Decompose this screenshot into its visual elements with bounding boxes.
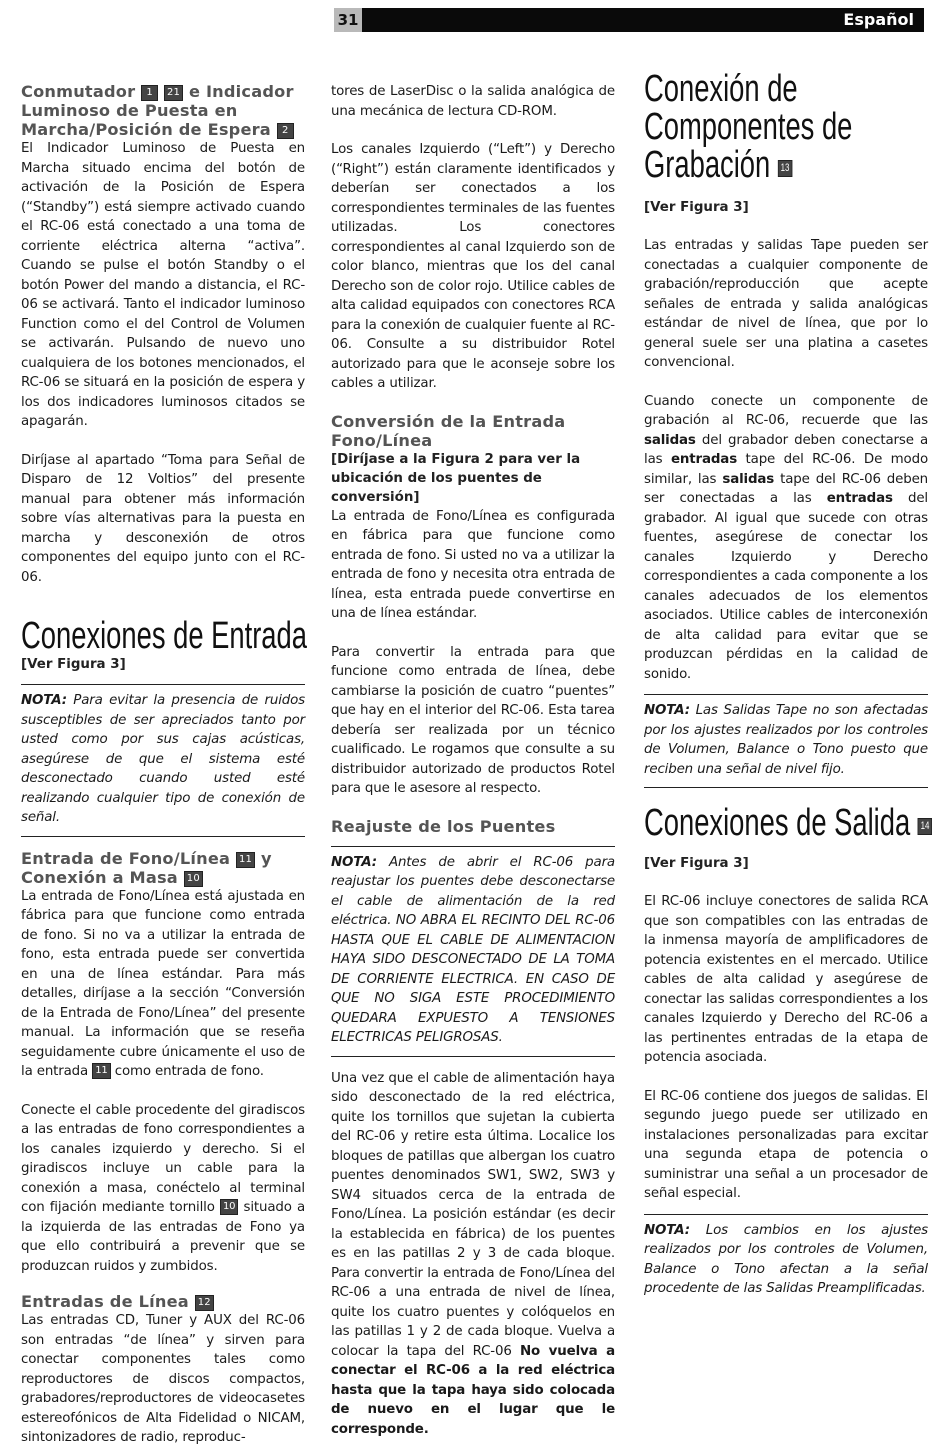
note-label: NOTA:	[331, 854, 377, 870]
paragraph: Para convertir la entrada para que funcione como entrada de línea, debe cambiarse la posición de cuatro “puentes” que hay en el interior del RC-06. Esta tarea debería ser realizada por un técnico cualificado. Le rogamos que consulte a su distribuidor autorizado de productos Rotel para que le asesore al respecto.	[331, 644, 615, 796]
warning-text: No vuelva a conectar el RC-06 a la red eléctrica hasta que la tapa haya sido colocada de nuevo en el lugar que le corresponde.	[331, 1343, 615, 1437]
paragraph: Cuando conecte un componente de grabación al RC-06, recuerde que las salidas del grabador deben conectarse a las entradas tape del RC-06. De modo similar, las salidas tape del RC-06 deben ser conectadas a las entradas del grabador. Al igual que sucede con otras fuentes, asegúrese de conectar los canales Izquierdo y Derecho correspondientes a cada componente a los canales adecuados de los elementos asociados. Utilice cables de interconexión de alta calidad para evitar que se produzcan pérdidas en la calidad de sonido.	[644, 393, 929, 682]
callout-badge: 12	[195, 1295, 214, 1311]
note-box: NOTA: Para evitar la presencia de ruidos susceptibles de ser apreciados tanto por usted como por sus cajas acústicas, asegúrese de que el sistema esté desconectado cuando usted esté realizando cualquier tipo de conexión de señal.	[21, 684, 305, 828]
figure-ref: [Diríjase a la Figura 2 para ver la ubicación de los puentes de conversión]	[331, 451, 581, 505]
column-right	[644, 70, 928, 1299]
section-title-fono: Entrada de Fono/Línea 11 y Conexión a Masa 10	[21, 848, 272, 887]
callout-badge: 21	[164, 85, 183, 101]
paragraph: Los canales Izquierdo (“Left”) y Derecho (“Right”) están claramente identificados y deberían ser conectados a los correspondientes terminales de las fuentes utilizadas. Los conectores correspondientes al canal Izquierdo son de color blanco, mientras que los del canal Derecho son de color rojo. Utilice cables de alta calidad equipados con conectores RCA para la conexión de cualquier fuente al RC-06. Consulte a su distribuidor Rotel autorizado para que le aconseje sobre los cables a utilizar.	[331, 142, 615, 391]
paragraph: Las entradas CD, Tuner y AUX del RC-06 son entradas “de línea” y sirven para conectar componentes tales como reproductores de discos compactos, grabadores/reproductores de videocasetes estereofónicos de Alta Fidelidad o NICAM, sintonizadores de radio, reproduc-	[21, 1313, 305, 1445]
figure-ref: [Ver Figura 3]	[21, 657, 126, 672]
callout-badge: 1	[141, 85, 158, 101]
note-label: NOTA:	[644, 1222, 690, 1238]
column-middle	[331, 82, 615, 1439]
section-heading-salida: Conexiones de Salida 14	[644, 804, 848, 842]
paragraph: El RC-06 contiene dos juegos de salidas. El segundo juego puede ser utilizado en instalaciones personalizadas para excitar una segunda etapa de potencia o suministrar una señal a un procesador de señal especial.	[644, 1088, 928, 1201]
paragraph: tores de LaserDisc o la salida analógica de una mecánica de lectura CD-ROM.	[331, 84, 615, 119]
column-left	[21, 82, 305, 1448]
callout-badge: 11	[92, 1063, 110, 1079]
callout-badge: 10	[184, 871, 203, 887]
paragraph: La entrada de Fono/Línea está ajustada en fábrica para que funcione como entrada de fono. Si no va a utilizar la entrada de fono, esta entrada puede ser convertida en una de línea estándar. Para más detalles, diríjase a la sección “Conversión de la Entrada de Fono/Línea” del presente manual. La información que se reseña seguidamente cubre únicamente el uso de la entrada 11 como entrada de fono.	[21, 888, 305, 1079]
section-heading-grabacion-line2: Componentes de	[644, 106, 853, 148]
callout-badge: 10	[220, 1199, 238, 1215]
note-label: NOTA:	[644, 703, 690, 718]
section-title-linea: Entradas de Línea 12	[21, 1292, 305, 1311]
callout-badge: 14	[918, 818, 932, 835]
note-box: NOTA: Las Salidas Tape no son afectadas por los ajustes realizados por los controles de Volumen, Balance o Tono puesto que reciben una señal de nivel fijo.	[644, 694, 928, 779]
paragraph: Conecte el cable procedente del giradiscos a las entradas de fono correspondientes a los canales izquierdo y derecho. Si el giradiscos incluye un cable para la conexión a masa, conéctelo al terminal con fijación mediante tornillo 10 situado a la izquierda de las entradas de Fono ya que ello contribuirá a prevenir que se produzcan ruidos y zumbidos.	[21, 1102, 306, 1274]
section-heading-entrada: Conexiones de Entrada	[21, 615, 307, 657]
section-heading-grabacion-line1: Conexión de	[644, 68, 798, 110]
section-heading-grabacion-line3: Grabación 13	[644, 146, 848, 184]
section-title-conversion: Conversión de la Entrada Fono/Línea	[331, 411, 566, 450]
callout-badge: 2	[277, 123, 294, 139]
figure-ref: [Ver Figura 3]	[644, 856, 749, 871]
page-header-bar	[334, 8, 924, 32]
callout-badge: 13	[778, 160, 792, 177]
section-title-reajuste: Reajuste de los Puentes	[331, 816, 556, 836]
note-box: NOTA: Los cambios en los ajustes realizados por los controles de Volumen, Balance o Tono afectan a la señal procedente de las Salidas Preamplificadas.	[644, 1214, 928, 1299]
paragraph: El RC-06 incluye conectores de salida RCA que son compatibles con las entradas de la inmensa mayoría de amplificadores de potencia existentes en el mercado. Utilice cables de alta calidad y asegúrese de conectar las salidas correspondientes a los canales Izquierdo y Derecho del RC-06 a las pertinentes entradas de la etapa de potencia asociada.	[644, 894, 928, 1065]
callout-badge: 11	[236, 852, 255, 868]
paragraph: Una vez que el cable de alimentación haya sido desconectado de la red eléctrica, quite los tornillos que sujetan la cubierta del RC-06 y retire esta última. Localice los bloques de patillas que albergan los cuatro puentes denominados SW1, SW2, SW3 y SW4 situados cerca de la entrada de Fono/Línea. La posición estándar (es decir la establecida en fábrica) de los puentes es en las patillas 2 y 3 de cada bloque. Para convertir la entrada de Fono/Línea del RC-06 a una entrada de nivel de línea, quite los cuatro puentes y colóquelos en las patillas 1 y 2 de cada bloque. Vuelva a colocar la tapa del RC-06 No vuelva a conectar el RC-06 a la red eléctrica hasta que la tapa haya sido colocada de nuevo en el lugar que le corresponde.	[331, 1070, 615, 1437]
paragraph: El Indicador Luminoso de Puesta en Marcha situado encima del botón de activación de la Posición de Espera (“Standby”) está siempre activado cuando el RC-06 está conectado a una toma de corriente eléctrica alterna “activa”. Cuando se pulse el botón Standby o el botón Power del mando a distancia, el RC-06 se activará. Tanto el indicador luminoso Function como el del Control de Volumen se activarán. Pulsando de nuevo uno cualquiera de los botones mencionados, el RC-06 se situará en la posición de espera y los dos indicadores luminosos citados se apagarán.	[21, 141, 305, 429]
section-title-conmutador: Conmutador 1 21 e Indicador Luminoso de Puesta en Marcha/Posición de Espera 2	[21, 82, 294, 139]
note-label: NOTA:	[21, 693, 67, 708]
figure-ref: [Ver Figura 3]	[644, 200, 749, 215]
language-label: Español	[843, 10, 914, 29]
paragraph: Diríjase al apartado “Toma para Señal de Disparo de 12 Voltios” del presente manual para obtener más información sobre vías alternativas para la puesta en marcha y desconexión de otros componentes del equipo junto con el RC-06.	[21, 452, 305, 585]
note-box: NOTA: Antes de abrir el RC-06 para reajustar los puentes debe desconectarse el cable de alimentación de la red eléctrica. NO ABRA EL RECINTO DEL RC-06 HASTA QUE EL CABLE DE ALIMENTACION HAYA SIDO DESCONECTADO DE LA TOMA DE CORRIENTE ELECTRICA. EN CASO DE QUE NO SIGA ESTE PROCEDIMIENTO QUEDARA EXPUESTO A TENSIONES ELECTRICAS PELIGROSAS.	[331, 846, 615, 1048]
paragraph: Las entradas y salidas Tape pueden ser conectadas a cualquier componente de grabación/reproducción que acepte señales de entrada y salida analógicas estándar de nivel de línea, que por lo general suele ser una platina a casetes convencional.	[644, 238, 928, 370]
page-number: 31	[334, 8, 362, 32]
paragraph: La entrada de Fono/Línea es configurada en fábrica para que funcione como entrada de fono. Si usted no va a utilizar la entrada de fono y necesita otra entrada de línea, esta entrada puede convertirse en una de línea estándar.	[331, 508, 615, 621]
